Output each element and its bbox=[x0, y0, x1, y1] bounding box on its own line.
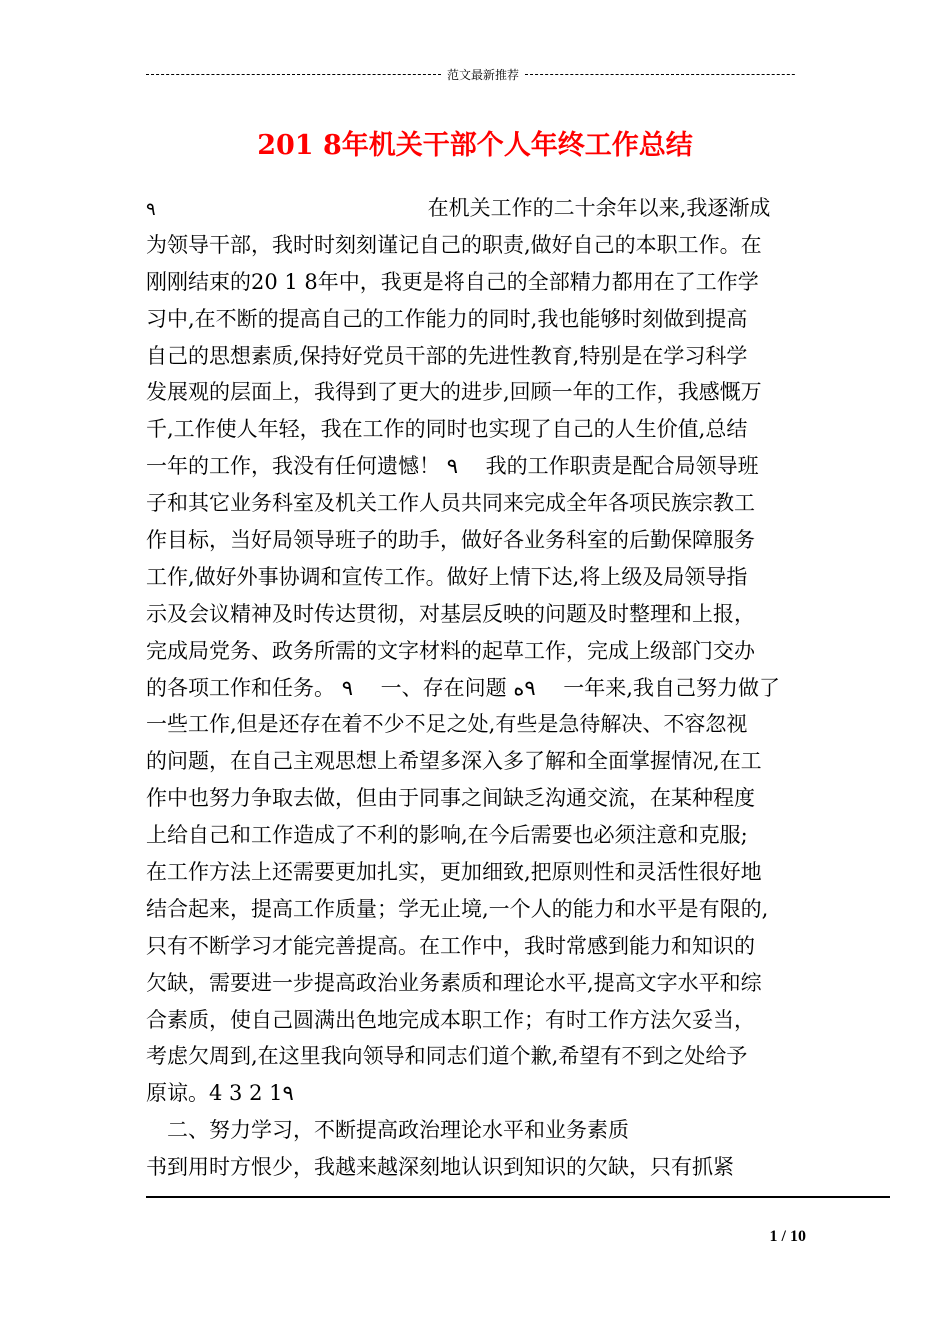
body-line bbox=[146, 190, 806, 227]
line-text: 的各项工作和任务。 ٩ 一、存在问题 ٩ه 一年来,我自己努力做了 bbox=[146, 675, 780, 700]
paragraph-mark: ٩ bbox=[146, 199, 156, 220]
line-text: 完成局党务、政务所需的文字材料的起草工作，完成上级部门交办 bbox=[146, 638, 755, 663]
body-line bbox=[146, 1112, 806, 1149]
line-text: 考虑欠周到,在这里我向领导和同志们道个歉,希望有不到之处给予 bbox=[146, 1044, 748, 1069]
line-text: 合素质，使自己圆满出色地完成本职工作；有时工作方法欠妥当， bbox=[146, 1007, 755, 1032]
body-line bbox=[146, 780, 806, 817]
body-line bbox=[146, 596, 806, 633]
body-line bbox=[146, 559, 806, 596]
body-line bbox=[146, 1149, 806, 1186]
body-line bbox=[146, 965, 806, 1002]
body-line bbox=[146, 227, 806, 264]
line-text: 工作,做好外事协调和宣传工作。做好上情下达,将上级及局领导指 bbox=[146, 564, 748, 589]
line-text: 欠缺，需要进一步提高政治业务素质和理论水平,提高文字水平和综 bbox=[146, 970, 762, 995]
body-line bbox=[146, 338, 806, 375]
line-text: 只有不断学习才能完善提高。在工作中，我时常感到能力和知识的 bbox=[146, 933, 755, 958]
header-dash-left bbox=[146, 74, 441, 76]
body-line bbox=[146, 633, 806, 670]
line-text: 在工作方法上还需要更加扎实，更加细致,把原则性和灵活性很好地 bbox=[146, 860, 762, 885]
body-line bbox=[146, 854, 806, 891]
line-text: 子和其它业务科室及机关工作人员共同来完成全年各项民族宗教工 bbox=[146, 491, 755, 516]
body-line bbox=[146, 411, 806, 448]
line-text: 原谅。4 3 2 1٩ bbox=[146, 1081, 294, 1106]
line-text: 作中也努力争取去做，但由于同事之间缺乏沟通交流，在某种程度 bbox=[146, 786, 755, 811]
page-header bbox=[146, 66, 796, 83]
line-text: 习中,在不断的提高自己的工作能力的同时,我也能够时刻做到提高 bbox=[146, 306, 748, 331]
line-text: 千,工作使人年轻，我在工作的同时也实现了自己的人生价值,总结 bbox=[146, 417, 748, 442]
body-line bbox=[146, 1038, 806, 1075]
document-title: 201 8年机关干部个人年终工作总结 bbox=[257, 130, 693, 161]
page-number: 1 / 10 bbox=[769, 1228, 806, 1245]
line-text: 结合起来，提高工作质量；学无止境,一个人的能力和水平是有限的, bbox=[146, 896, 769, 921]
line-text: 在机关工作的二十余年以来,我逐渐成 bbox=[427, 196, 771, 220]
line-text: 二、努力学习，不断提高政治理论水平和业务素质 bbox=[146, 1118, 629, 1143]
body-line bbox=[146, 448, 806, 485]
body-line bbox=[146, 670, 806, 707]
body-line bbox=[146, 1002, 806, 1039]
body-line bbox=[146, 817, 806, 854]
line-text: 为领导干部，我时时刻刻谨记自己的职责,做好自己的本职工作。在 bbox=[146, 232, 762, 257]
line-text: 自己的思想素质,保持好党员干部的先进性教育,特别是在学习科学 bbox=[146, 343, 748, 368]
body-line bbox=[146, 374, 806, 411]
body-line bbox=[146, 743, 806, 780]
body-text bbox=[146, 190, 806, 1186]
line-text: 示及会议精神及时传达贯彻，对基层反映的问题及时整理和上报， bbox=[146, 601, 755, 626]
body-line bbox=[146, 264, 806, 301]
body-line bbox=[146, 891, 806, 928]
header-dash-right bbox=[525, 74, 796, 76]
line-text: 书到用时方恨少，我越来越深刻地认识到知识的欠缺，只有抓紧 bbox=[146, 1155, 734, 1180]
body-line bbox=[146, 1075, 806, 1112]
header-label: 范文最新推荐 bbox=[447, 67, 520, 82]
line-text: 的问题，在自己主观思想上希望多深入多了解和全面掌握情况,在工 bbox=[146, 749, 762, 774]
line-text: 一年的工作，我没有任何遗憾！ ٩ 我的工作职责是配合局领导班 bbox=[146, 454, 759, 479]
footer-divider bbox=[146, 1196, 890, 1198]
body-line bbox=[146, 706, 806, 743]
body-line bbox=[146, 928, 806, 965]
body-line bbox=[146, 522, 806, 559]
body-line bbox=[146, 485, 806, 522]
body-line bbox=[146, 301, 806, 338]
line-text: 作目标，当好局领导班子的助手，做好各业务科室的后勤保障服务 bbox=[146, 528, 755, 553]
line-text: 刚刚结束的20 1 8年中，我更是将自己的全部精力都用在了工作学 bbox=[146, 269, 759, 294]
line-text: 发展观的层面上，我得到了更大的进步,回顾一年的工作，我感慨万 bbox=[146, 380, 762, 405]
line-text: 上给自己和工作造成了不利的影响,在今后需要也必须注意和克服; bbox=[146, 823, 748, 848]
line-text: 一些工作,但是还存在着不少不足之处,有些是急待解决、不容忽视 bbox=[146, 712, 748, 737]
